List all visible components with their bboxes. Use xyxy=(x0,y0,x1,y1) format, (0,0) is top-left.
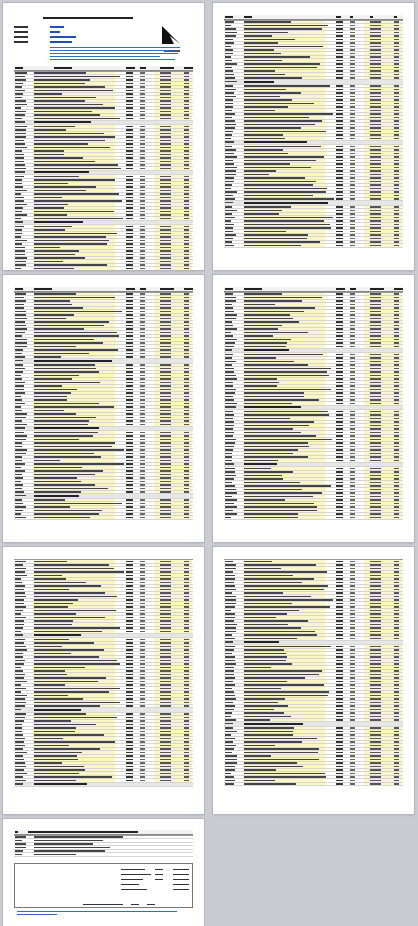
table-body xyxy=(14,71,193,271)
bill-of-quantities-table xyxy=(14,287,193,520)
column-label xyxy=(0,0,1,1)
column-label xyxy=(0,0,1,1)
summary-table xyxy=(14,830,193,857)
bill-of-quantities-table xyxy=(224,559,403,786)
summary-header xyxy=(14,830,193,835)
table-body xyxy=(224,559,403,786)
page-5-thumbnail[interactable] xyxy=(3,547,204,814)
page-1-thumbnail[interactable] xyxy=(3,3,204,270)
page-2-thumbnail[interactable] xyxy=(213,3,414,270)
table-header xyxy=(14,66,193,71)
page-3-thumbnail[interactable] xyxy=(3,275,204,542)
table-row xyxy=(224,783,403,787)
note-line xyxy=(50,50,170,51)
footer-note xyxy=(17,914,57,915)
page-7-thumbnail[interactable] xyxy=(3,819,204,926)
table-row xyxy=(224,244,403,248)
section-row xyxy=(14,783,193,788)
note-line xyxy=(50,56,160,57)
note-line xyxy=(50,47,180,48)
table-body xyxy=(224,292,403,520)
bill-of-quantities-table xyxy=(14,66,193,270)
table-row xyxy=(224,516,403,520)
summary-body xyxy=(14,835,193,857)
column-label xyxy=(0,0,1,1)
column-label xyxy=(0,0,1,1)
table-header xyxy=(224,15,403,20)
column-label xyxy=(0,0,1,1)
table-body xyxy=(224,20,403,248)
column-label xyxy=(0,0,1,1)
table-header xyxy=(224,287,403,292)
table-row xyxy=(14,516,193,520)
document-title xyxy=(43,17,133,19)
company-logo xyxy=(160,24,182,48)
table-body xyxy=(14,292,193,520)
table-row xyxy=(14,853,193,857)
bill-of-quantities-table xyxy=(224,15,403,248)
note-line xyxy=(50,53,178,54)
note-line xyxy=(50,59,175,60)
bill-of-quantities-table xyxy=(14,559,193,787)
table-header xyxy=(14,287,193,292)
footer-note xyxy=(17,911,177,912)
totals-box xyxy=(14,863,193,908)
page-6-thumbnail[interactable] xyxy=(213,547,414,814)
table-body xyxy=(14,559,193,787)
page-4-thumbnail[interactable] xyxy=(213,275,414,542)
bill-of-quantities-table xyxy=(224,287,403,520)
